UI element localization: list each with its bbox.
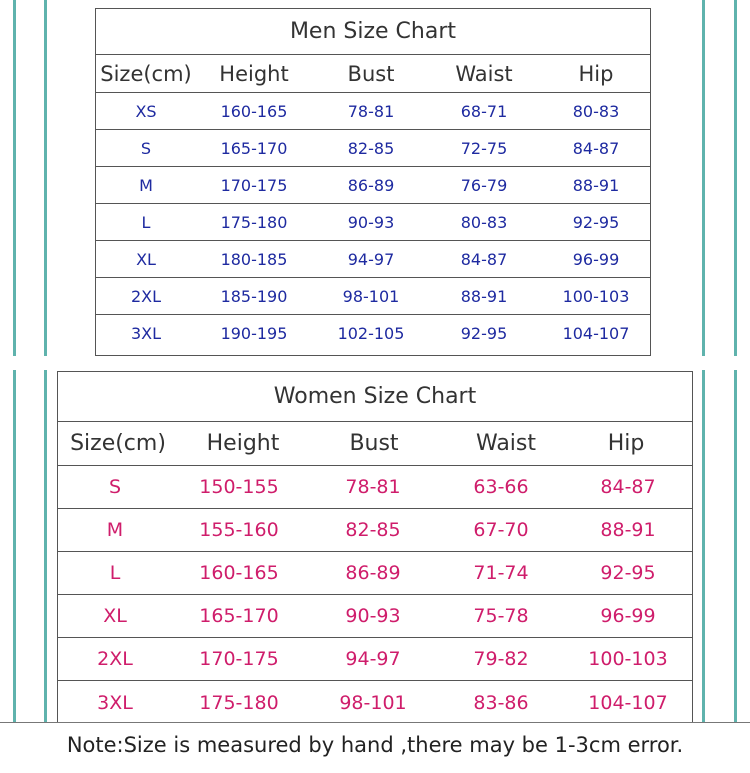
table-row [58, 466, 692, 509]
women-cell-hip: 92-95 [600, 562, 656, 584]
women-cell-waist: 63-66 [473, 476, 529, 498]
table-row [58, 509, 692, 552]
men-cell-hip: 104-107 [562, 324, 630, 343]
women-cell-bust: 78-81 [345, 476, 401, 498]
men-cell-waist: 80-83 [460, 212, 508, 232]
men-cell-bust: 82-85 [347, 138, 395, 158]
men-cell-sizecm: S [140, 138, 152, 158]
women-cell-waist: 75-78 [473, 605, 529, 627]
men-cell-sizecm: XL [136, 249, 156, 269]
men-cell-hip: 92-95 [572, 212, 620, 232]
women-cell-waist: 83-86 [473, 691, 529, 714]
women-cell-height: 165-170 [199, 605, 279, 627]
decor-line-left-bottom [13, 370, 16, 722]
men-header-bust: Bust [347, 61, 395, 86]
women-cell-hip: 84-87 [600, 476, 656, 498]
men-cell-height: 190-195 [220, 324, 288, 343]
men-cell-sizecm: XS [135, 101, 157, 121]
women-cell-height: 170-175 [199, 648, 279, 670]
women-cell-bust: 94-97 [345, 648, 401, 670]
men-cell-waist: 68-71 [460, 101, 508, 121]
women-cell-sizecm: S [108, 476, 122, 498]
men-cell-height: 180-185 [220, 249, 288, 269]
table-row [58, 638, 692, 681]
men-cell-height: 160-165 [220, 101, 288, 121]
women-cell-hip: 104-107 [588, 691, 668, 714]
women-header-waist: Waist [475, 431, 537, 456]
men-cell-waist: 72-75 [460, 138, 508, 158]
women-cell-waist: 79-82 [473, 648, 529, 670]
men-cell-waist: 92-95 [460, 324, 508, 343]
men-cell-sizecm: 2XL [130, 286, 162, 306]
table-row [96, 204, 650, 241]
table-row [96, 278, 650, 315]
decor-line-left-bottom-2 [44, 370, 47, 722]
decor-line-left-top [13, 0, 16, 356]
men-cell-sizecm: M [139, 175, 153, 195]
men-cell-hip: 80-83 [572, 101, 620, 121]
decor-line-right-top [702, 0, 705, 356]
women-cell-sizecm: 2XL [97, 648, 133, 670]
decor-line-right-bottom [702, 370, 705, 722]
men-cell-waist: 88-91 [460, 286, 508, 306]
men-header-waist: Waist [455, 61, 513, 86]
men-chart-title: Men Size Chart [96, 9, 650, 55]
men-size-chart [95, 8, 651, 356]
women-cell-height: 155-160 [199, 519, 279, 541]
women-header-sizecm: Size(cm) [70, 431, 166, 456]
men-cell-height: 165-170 [220, 138, 288, 158]
women-cell-bust: 98-101 [339, 691, 407, 714]
women-cell-bust: 90-93 [345, 605, 401, 627]
table-row [96, 130, 650, 167]
men-cell-bust: 78-81 [347, 101, 395, 121]
table-row [58, 552, 692, 595]
women-cell-height: 150-155 [199, 476, 279, 498]
men-cell-sizecm: 3XL [130, 324, 162, 343]
women-cell-sizecm: XL [103, 605, 127, 627]
measurement-note: Note:Size is measured by hand ,there may be 1-3cm error. [66, 733, 684, 757]
women-chart-title: Women Size Chart [58, 372, 692, 422]
men-cell-height: 185-190 [220, 286, 288, 306]
men-cell-hip: 100-103 [562, 286, 630, 306]
men-cell-sizecm: L [141, 212, 151, 232]
men-cell-bust: 90-93 [347, 212, 395, 232]
men-header-sizecm: Size(cm) [100, 61, 192, 86]
table-row [58, 681, 692, 724]
women-cell-waist: 71-74 [473, 562, 529, 584]
women-cell-sizecm: M [106, 519, 124, 541]
women-cell-hip: 88-91 [600, 519, 656, 541]
men-header-row [96, 55, 650, 93]
men-cell-bust: 94-97 [347, 249, 395, 269]
women-header-bust: Bust [349, 431, 399, 456]
table-row [96, 93, 650, 130]
decor-line-right-top-2 [734, 0, 737, 356]
men-cell-waist: 76-79 [460, 175, 508, 195]
table-row [96, 167, 650, 204]
table-row [96, 241, 650, 278]
women-cell-waist: 67-70 [473, 519, 529, 541]
men-cell-waist: 84-87 [460, 249, 508, 269]
note-bar [0, 722, 750, 773]
men-header-height: Height [219, 61, 289, 86]
men-cell-bust: 86-89 [347, 175, 395, 195]
men-header-hip: Hip [578, 61, 614, 86]
men-cell-height: 175-180 [220, 212, 288, 232]
women-cell-sizecm: L [109, 562, 121, 584]
men-cell-hip: 84-87 [572, 138, 620, 158]
women-cell-bust: 82-85 [345, 519, 401, 541]
men-cell-hip: 88-91 [572, 175, 620, 195]
women-cell-height: 175-180 [199, 691, 279, 714]
men-cell-bust: 102-105 [337, 324, 405, 343]
women-cell-hip: 96-99 [600, 605, 656, 627]
women-size-chart [57, 371, 693, 726]
women-cell-height: 160-165 [199, 562, 279, 584]
women-header-hip: Hip [607, 431, 645, 456]
table-row [58, 595, 692, 638]
men-cell-bust: 98-101 [342, 286, 400, 306]
decor-line-right-bottom-2 [734, 370, 737, 722]
women-cell-hip: 100-103 [588, 648, 668, 670]
women-cell-bust: 86-89 [345, 562, 401, 584]
men-cell-height: 170-175 [220, 175, 288, 195]
women-header-row [58, 422, 692, 466]
table-row [96, 315, 650, 352]
men-cell-hip: 96-99 [572, 249, 620, 269]
women-cell-sizecm: 3XL [97, 691, 133, 714]
decor-line-left-top-2 [44, 0, 47, 356]
women-header-height: Height [206, 431, 280, 456]
